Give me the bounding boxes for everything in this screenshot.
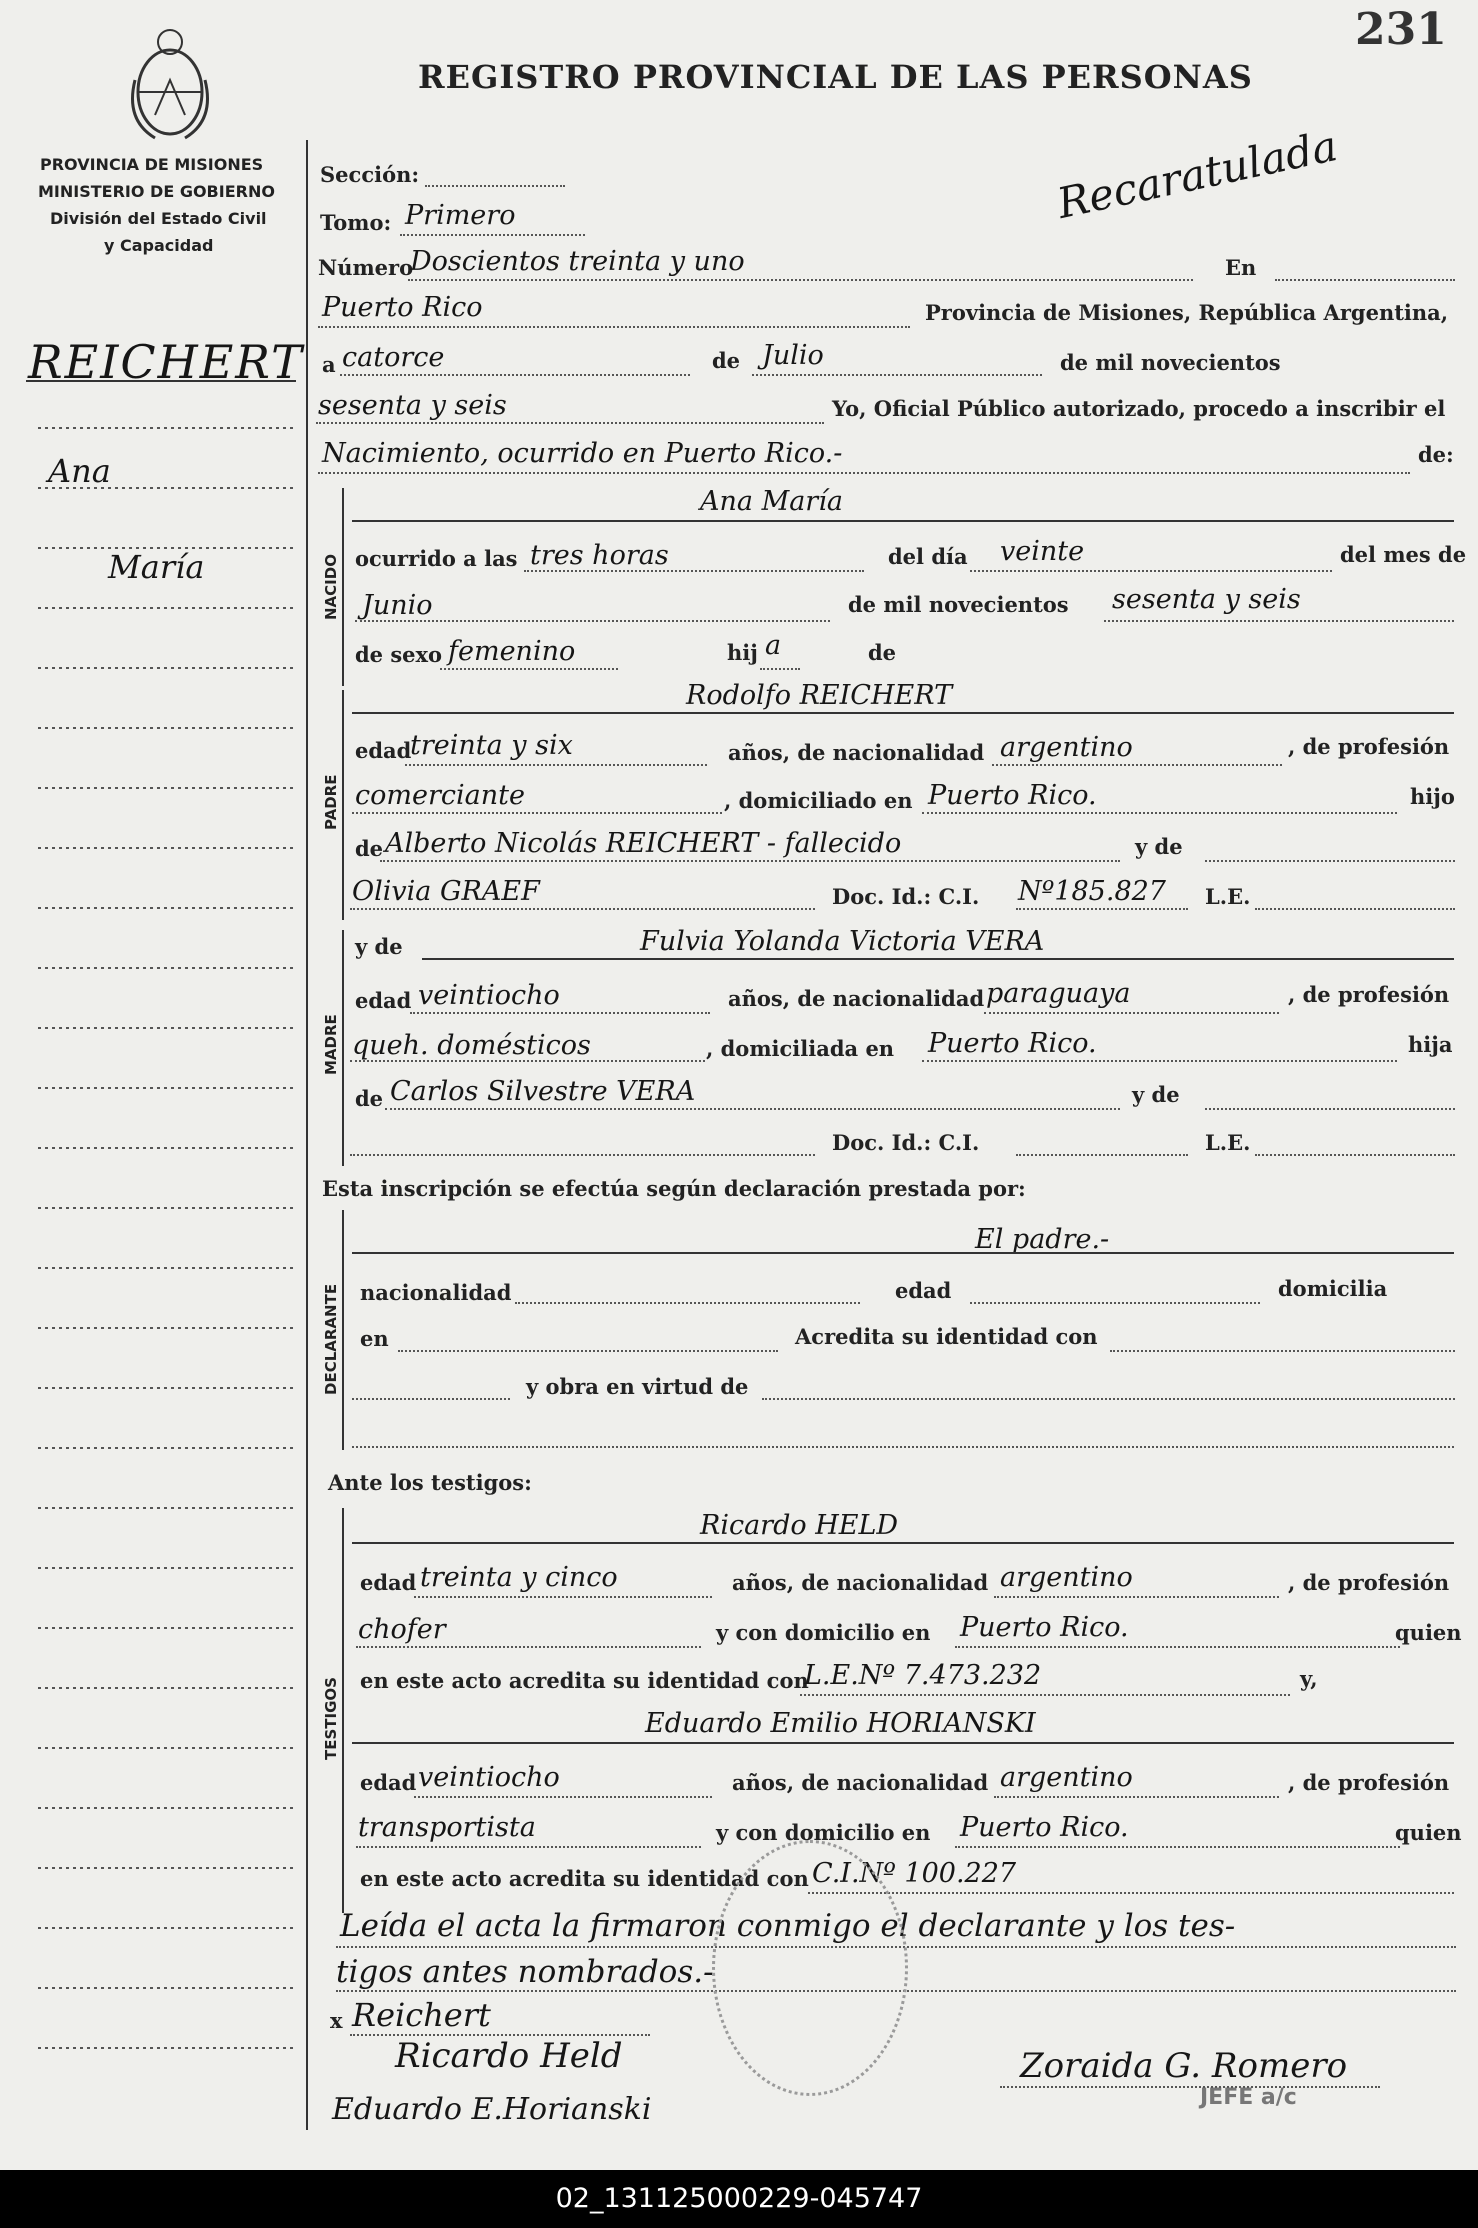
footer-code: 02_131125000229-045747 [0, 2170, 1478, 2228]
padre-y-de-label: y de [1135, 834, 1183, 859]
madre-nac-label: años, de nacionalidad [728, 986, 985, 1011]
t2-prof-label: , de profesión [1288, 1770, 1450, 1795]
signature-x: x [330, 2008, 343, 2033]
mes-nac-value: Junio [362, 590, 433, 621]
oficial-label: Yo, Oficial Público autorizado, procedo a inscribir el [832, 396, 1446, 421]
t1-acto-label: en este acto acredita su identidad con [360, 1668, 809, 1693]
testigo2-nombre: Eduardo Emilio HORIANSKI [645, 1708, 1036, 1739]
t2-quien-label: quien [1395, 1820, 1462, 1845]
section-nacido: NACIDO [322, 554, 340, 620]
de-label: de [712, 348, 741, 373]
ocurrido-label: ocurrido a las [355, 546, 518, 571]
padre-edad-label: edad [355, 738, 412, 763]
testigo2-nac: argentino [1000, 1762, 1133, 1793]
madre-edad: veintiocho [418, 980, 560, 1011]
org-province: PROVINCIA DE MISIONES [40, 155, 264, 174]
a-label: a [322, 352, 336, 377]
en-label: En [1225, 255, 1257, 280]
sexo-value: femenino [448, 636, 576, 667]
testigo2-prof: transportista [358, 1812, 536, 1843]
testigo2-dom: Puerto Rico. [960, 1812, 1129, 1843]
declarante-value: El padre.- [975, 1224, 1110, 1255]
hora-value: tres horas [530, 540, 669, 571]
testigo1-edad: treinta y cinco [420, 1562, 618, 1593]
decl-dom-label: domicilia [1278, 1276, 1388, 1301]
madre-dom-label: , domiciliada en [706, 1036, 895, 1061]
stamp-text: JEFE a/c [1200, 2085, 1297, 2110]
decl-en-label: en [360, 1326, 389, 1351]
margin-lines [38, 410, 293, 2130]
decl-nac-label: nacionalidad [360, 1280, 512, 1305]
hij-label: hij [727, 640, 758, 665]
lugar-value: Puerto Rico [322, 292, 483, 323]
tomo-label: Tomo: [320, 210, 392, 235]
padre-ci: Nº185.827 [1018, 876, 1166, 907]
t1-y-label: y, [1300, 1666, 1318, 1691]
numero-value: Doscientos treinta y uno [410, 246, 745, 277]
decl-acredita-label: Acredita su identidad con [795, 1324, 1098, 1349]
inscripcion-label: Esta inscripción se efectúa según declaración prestada por: [322, 1176, 1026, 1201]
cierre-line2: tigos antes nombrados.- [336, 1954, 714, 1990]
padre-le-label: L.E. [1205, 884, 1251, 909]
recaratulada-annotation: Recaratulada [1053, 120, 1342, 229]
org-ministry: MINISTERIO DE GOBIERNO [38, 182, 275, 201]
madre-prof: queh. domésticos [352, 1030, 591, 1061]
madre-le-label: L.E. [1205, 1130, 1251, 1155]
madre-nac: paraguaya [986, 978, 1131, 1009]
section-testigos: TESTIGOS [322, 1677, 340, 1760]
org-division: División del Estado Civil [50, 209, 267, 228]
section-padre: PADRE [322, 774, 340, 830]
madre-y-de-label: y de [355, 934, 403, 959]
hija-suffix: a [765, 630, 782, 661]
padre-dom-label: , domiciliado en [724, 788, 913, 813]
t2-dom-label: y con domicilio en [716, 1820, 931, 1845]
page-title: REGISTRO PROVINCIAL DE LAS PERSONAS [418, 58, 1253, 96]
t1-prof-label: , de profesión [1288, 1570, 1450, 1595]
testigo1-nombre: Ricardo HELD [700, 1510, 899, 1541]
seccion-label: Sección: [320, 162, 420, 187]
padre-de-label: de [355, 836, 384, 861]
padre-nac-label: años, de nacionalidad [728, 740, 985, 765]
margin-surname: REICHERT [28, 335, 304, 389]
decl-edad-label: edad [895, 1278, 952, 1303]
hijo-label: hijo [1410, 784, 1455, 809]
t2-acto-label: en este acto acredita su identidad con [360, 1866, 809, 1891]
page-number: 231 [1355, 4, 1447, 55]
madre-y-de2-label: y de [1132, 1082, 1180, 1107]
coat-of-arms-icon [125, 20, 215, 150]
t1-dom-label: y con domicilio en [716, 1620, 931, 1645]
t1-quien-label: quien [1395, 1620, 1462, 1645]
padre-prof-label: , de profesión [1288, 734, 1450, 759]
padre-doc-label: Doc. Id.: C.I. [832, 884, 980, 909]
padre-nombre: Rodolfo REICHERT [686, 680, 953, 711]
testigo1-nac: argentino [1000, 1562, 1133, 1593]
anio-value: sesenta y seis [318, 390, 507, 421]
dia-nac-value: veinte [1000, 536, 1085, 567]
testigo1-doc: L.E.Nº 7.473.232 [804, 1660, 1042, 1691]
signature-testigo2: Eduardo E.Horianski [332, 2092, 652, 2127]
t2-nac-label: años, de nacionalidad [732, 1770, 989, 1795]
margin-name2: María [108, 548, 205, 586]
testigo1-prof: chofer [358, 1614, 446, 1645]
signature-declarante: Reichert [352, 1996, 491, 2034]
mes-value: Julio [762, 340, 824, 371]
sexo-label: de sexo [355, 642, 443, 667]
padre-madre: Olivia GRAEF [352, 876, 540, 907]
mil2-label: de mil novecientos [848, 592, 1069, 617]
mil-label: de mil novecientos [1060, 350, 1281, 375]
del-mes-label: del mes de [1340, 542, 1467, 567]
t2-edad-label: edad [360, 1770, 417, 1795]
org-capacity: y Capacidad [104, 236, 214, 255]
de2-label: de [868, 640, 897, 665]
dia-value: catorce [342, 342, 445, 373]
margin-name1: Ana [48, 452, 111, 490]
provincia-label: Provincia de Misiones, República Argentina, [925, 300, 1449, 325]
de-colon-label: de: [1418, 442, 1454, 467]
inscribir-value: Nacimiento, ocurrido en Puerto Rico.- [322, 438, 843, 469]
signature-testigo1: Ricardo Held [395, 2036, 623, 2076]
testigo1-dom: Puerto Rico. [960, 1612, 1129, 1643]
hija-label: hija [1408, 1032, 1453, 1057]
madre-doc-label: Doc. Id.: C.I. [832, 1130, 980, 1155]
cierre-line1: Leída el acta la firmaron conmigo el declarante y los tes- [340, 1908, 1236, 1944]
padre-nac: argentino [1000, 732, 1133, 763]
madre-de-label: de [355, 1086, 384, 1111]
t1-nac-label: años, de nacionalidad [732, 1570, 989, 1595]
padre-dom: Puerto Rico. [928, 780, 1097, 811]
numero-label: Número [318, 255, 414, 280]
testigos-label: Ante los testigos: [328, 1470, 532, 1495]
signature-oficial: Zoraida G. Romero [1020, 2046, 1348, 2086]
t1-edad-label: edad [360, 1570, 417, 1595]
madre-edad-label: edad [355, 988, 412, 1013]
madre-nombre: Fulvia Yolanda Victoria VERA [640, 926, 1045, 957]
anio-nac-value: sesenta y seis [1112, 584, 1301, 615]
tomo-value: Primero [405, 200, 516, 231]
testigo2-edad: veintiocho [418, 1762, 560, 1793]
madre-dom: Puerto Rico. [928, 1028, 1097, 1059]
madre-padre: Carlos Silvestre VERA [390, 1076, 696, 1107]
del-dia-label: del día [888, 544, 968, 569]
madre-prof-label: , de profesión [1288, 982, 1450, 1007]
section-declarante: DECLARANTE [322, 1283, 340, 1395]
padre-edad: treinta y six [410, 730, 573, 761]
official-stamp [712, 1840, 908, 2096]
padre-padres: Alberto Nicolás REICHERT - fallecido [385, 828, 902, 859]
padre-prof: comerciante [355, 780, 525, 811]
main-rule [306, 140, 308, 2130]
section-madre: MADRE [322, 1014, 340, 1075]
testigo2-doc: C.I.Nº 100.227 [812, 1858, 1017, 1889]
decl-obra-label: y obra en virtud de [526, 1374, 749, 1399]
nombre-value: Ana María [700, 486, 843, 517]
